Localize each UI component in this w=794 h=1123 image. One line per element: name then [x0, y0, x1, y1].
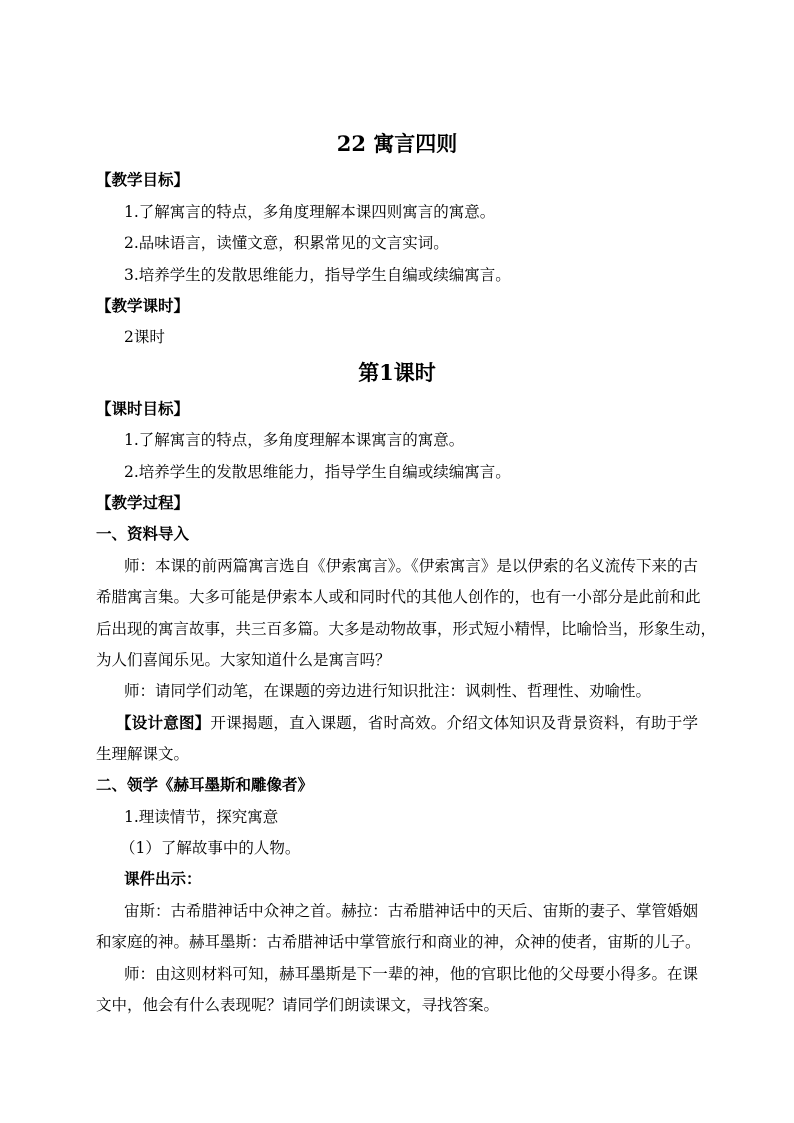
design-intent-text: 开课揭题，直入课题，省时高效。介绍文体知识及背景资料，有助于学 [210, 714, 698, 732]
step-heading: 1.理读情节，探究寓意 [124, 808, 279, 826]
section-heading-hours: 【教学课时】 [96, 296, 190, 315]
lesson-title: 第1课时 [358, 360, 436, 385]
hours-text: 2课时 [124, 328, 165, 346]
paragraph-line: 师：本课的前两篇寓言选自《伊索寓言》。《伊索寓言》是以伊索的名义流传下来的古 [124, 557, 698, 575]
lesson-goal-item: 2.培养学生的发散思维能力，指导学生自编或续编寓言。 [124, 463, 511, 481]
part1-heading: 一、资料导入 [96, 524, 190, 543]
section-heading-lesson-goals: 【课时目标】 [96, 399, 190, 418]
design-intent-label: 【设计意图】 [116, 713, 211, 732]
section-heading-process: 【教学过程】 [96, 493, 190, 512]
courseware-label: 课件出示： [124, 869, 202, 888]
section-heading-goals: 【教学目标】 [96, 170, 190, 189]
goal-item: 1.了解寓言的特点，多角度理解本课四则寓言的寓意。 [124, 203, 496, 221]
courseware-line: 宙斯：古希腊神话中众神之首。赫拉：古希腊神话中的天后、宙斯的妻子、掌管婚姻 [124, 902, 698, 920]
design-intent-line: 生理解课文。 [96, 745, 190, 763]
document-title: 22 寓言四则 [336, 131, 458, 156]
sub-step: （1）了解故事中的人物。 [120, 839, 301, 857]
paragraph-line: 为人们喜闻乐见。大家知道什么是寓言吗？ [96, 651, 391, 669]
paragraph-line: 师：请同学们动笔，在课题的旁边进行知识批注：讽刺性、哲理性、劝喻性。 [124, 682, 652, 700]
paragraph-line: 师：由这则材料可知，赫耳墨斯是下一辈的神，他的官职比他的父母要小得多。在课 [124, 965, 698, 983]
paragraph-line: 希腊寓言集。大多可能是伊索本人或和同时代的其他人创作的，也有一小部分是此前和此 [96, 588, 701, 606]
paragraph-line: 后出现的寓言故事，共三百多篇。大多是动物故事，形式短小精悍，比喻恰当，形象生动， [96, 620, 717, 638]
goal-item: 2.品味语言，读懂文意，积累常见的文言实词。 [124, 234, 449, 252]
goal-item: 3.培养学生的发散思维能力，指导学生自编或续编寓言。 [124, 266, 511, 284]
courseware-line: 和家庭的神。赫耳墨斯：古希腊神话中掌管旅行和商业的神，众神的使者，宙斯的儿子。 [96, 933, 701, 951]
lesson-goal-item: 1.了解寓言的特点，多角度理解本课寓言的寓意。 [124, 431, 465, 449]
paragraph-line: 文中，他会有什么表现呢？请同学们朗读课文，寻找答案。 [96, 996, 500, 1014]
part2-heading: 二、领学《赫耳墨斯和雕像者》 [96, 775, 314, 794]
design-intent-line [116, 712, 698, 734]
